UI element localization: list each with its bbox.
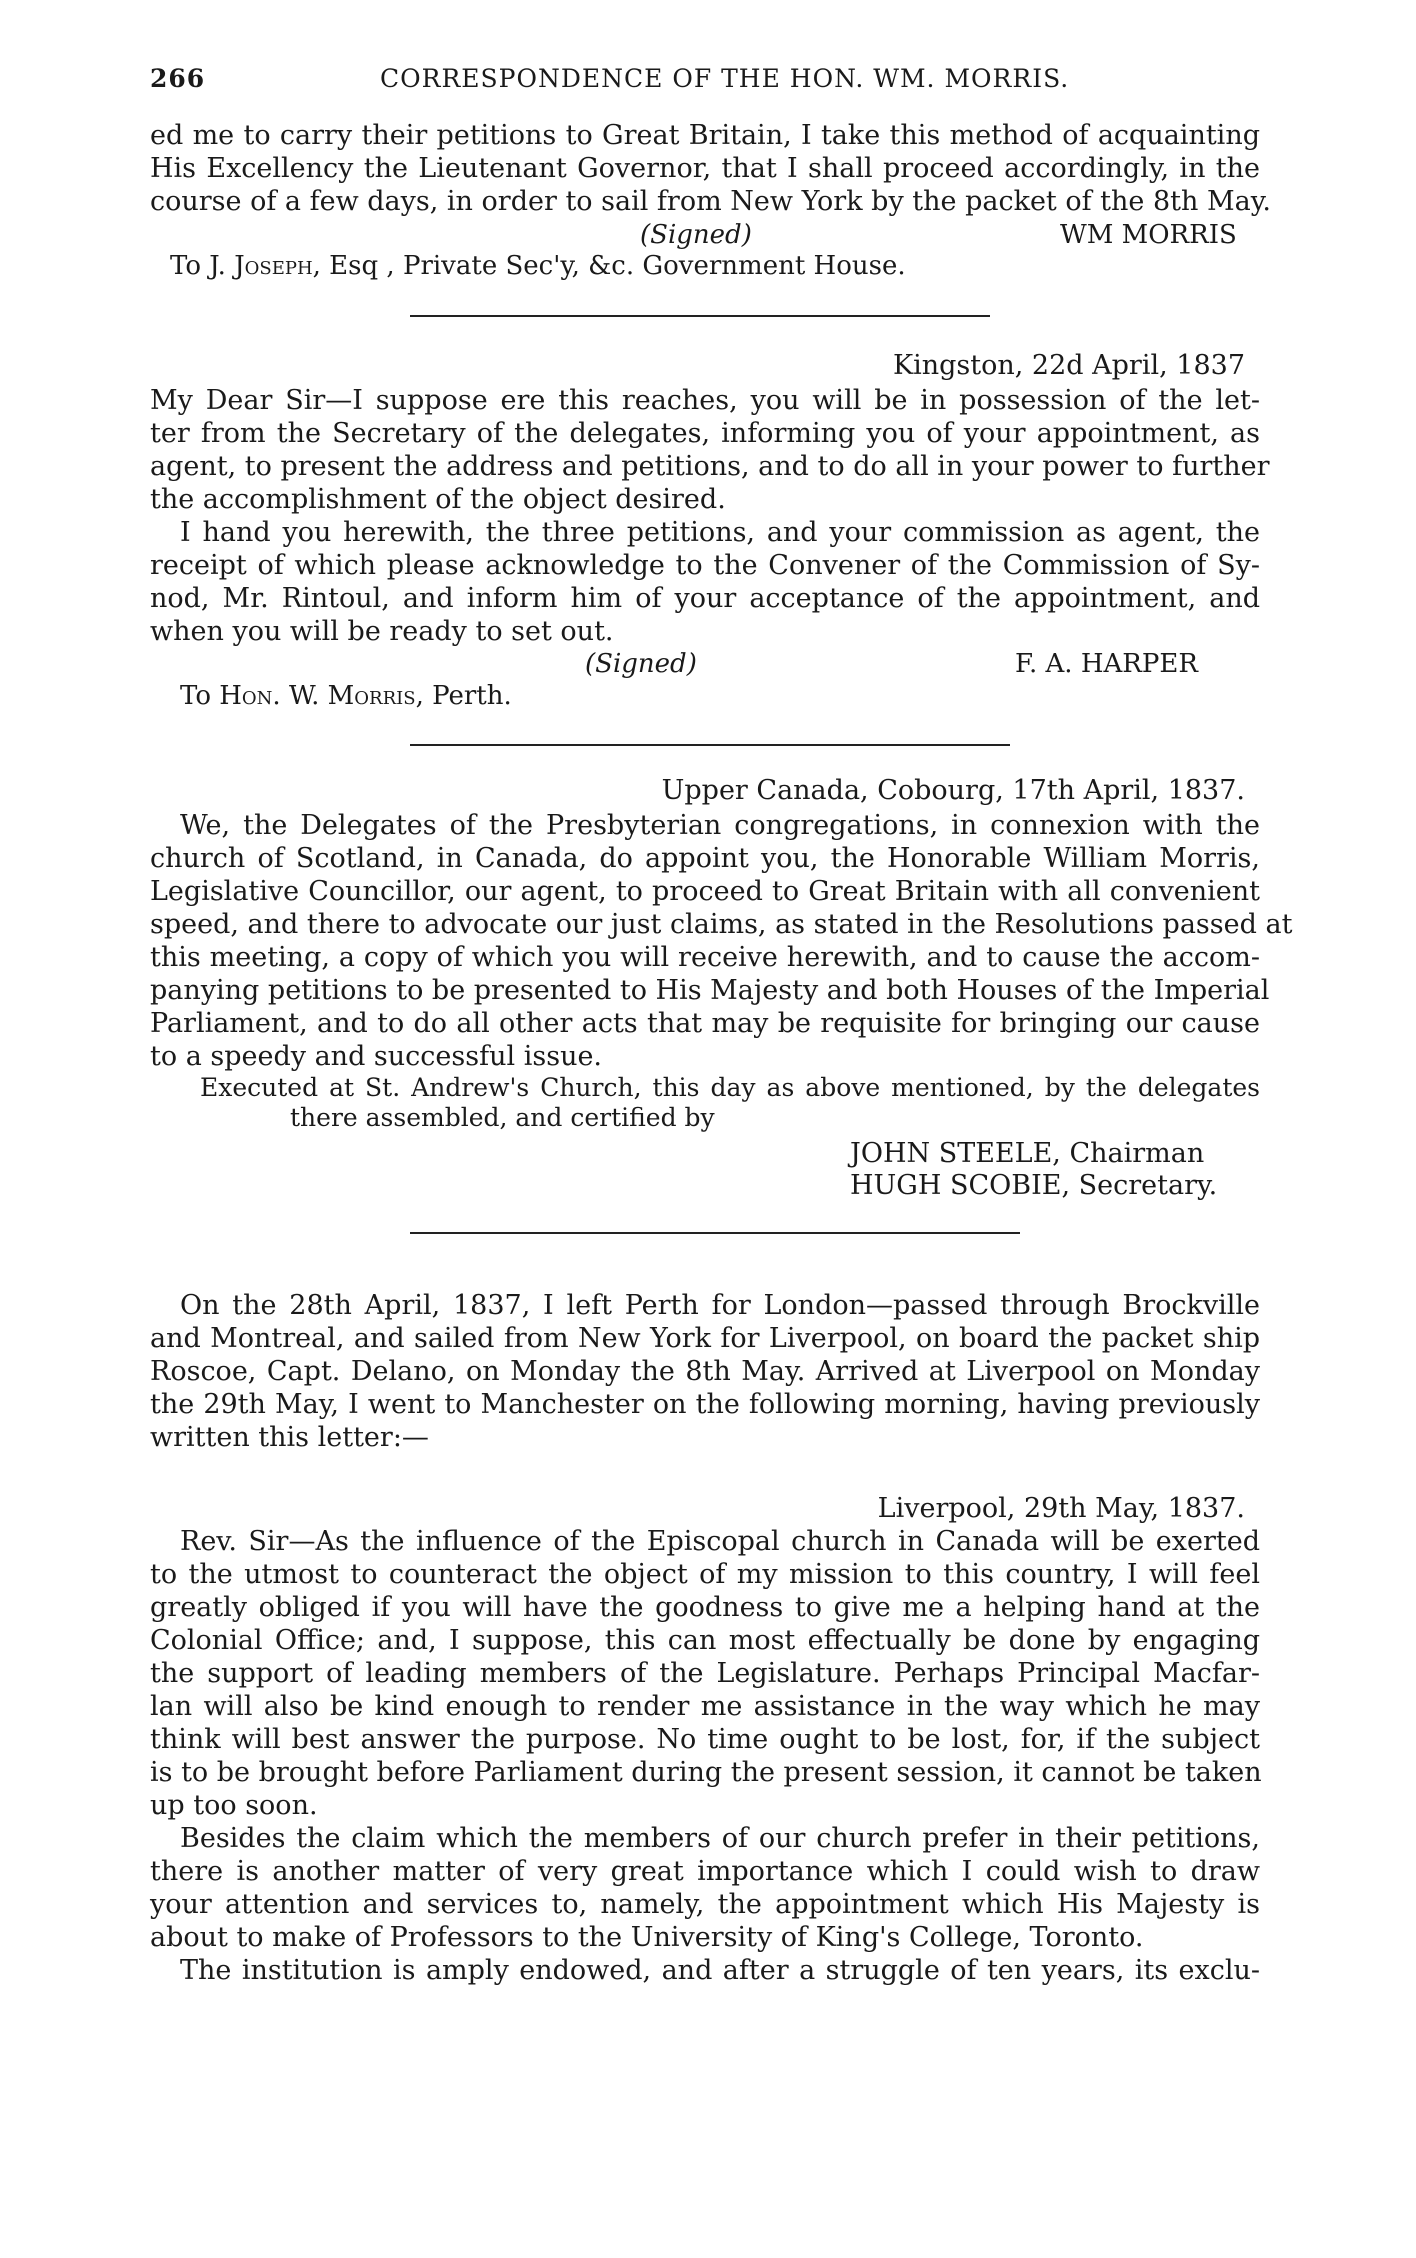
letter3-line: Besides the claim which the members of our church prefer in their petitions, xyxy=(180,1823,1260,1854)
letter1-line: His Excellency the Lieutenant Governor, that I shall proceed accordingly, in the xyxy=(150,153,1260,184)
letter3-line: Colonial Office; and, I suppose, this can most effectually be done by engaging xyxy=(150,1625,1260,1656)
letter3-line: The institution is amply endowed, and after a struggle of ten years, its exclu- xyxy=(180,1955,1260,1986)
letter1-line: course of a few days, in order to sail from New York by the packet of the 8th May. xyxy=(150,186,1271,217)
letter3-line: greatly obliged if you will have the goodness to give me a helping hand at the xyxy=(150,1592,1260,1623)
letter3-line: up too soon. xyxy=(150,1790,318,1821)
letter3-line: your attention and services to, namely, the appointment which His Majesty is xyxy=(150,1889,1260,1920)
letter3-line: Rev. Sir—As the influence of the Episcopal church in Canada will be exerted xyxy=(180,1526,1260,1557)
section-divider xyxy=(410,315,990,317)
letter2-line: agent, to present the address and petitions, and to do all in your power to further xyxy=(150,451,1270,482)
section-divider xyxy=(410,1232,1020,1234)
commission-signer-chairman: JOHN STEELE, Chairman xyxy=(850,1138,1205,1169)
letter2-line: receipt of which please acknowledge to the Convener of the Commission of Sy- xyxy=(150,550,1260,581)
commission-line: panying petitions to be presented to His Majesty and both Houses of the Imperial xyxy=(150,975,1270,1006)
letter3-line: lan will also be kind enough to render me assistance in the way which he may xyxy=(150,1691,1260,1722)
commission-line: Parliament, and to do all other acts that may be requisite for bringing our cause xyxy=(150,1008,1260,1039)
commission-line: Legislative Councillor, our agent, to proceed to Great Britain with all convenient xyxy=(150,876,1260,907)
letter2-signed-label: (Signed) xyxy=(585,649,697,679)
letter3-line: is to be brought before Parliament during the present session, it cannot be taken xyxy=(150,1757,1262,1788)
commission-line: speed, and there to advocate our just claims, as stated in the Resolutions passed at xyxy=(150,909,1293,940)
letter1-signature: WM MORRIS xyxy=(1060,220,1237,250)
letter2-addressee: To Hon. W. Morris, Perth. xyxy=(180,681,512,711)
letter2-line: ter from the Secretary of the delegates, informing you of your appointment, as xyxy=(150,418,1260,449)
narrative-line: On the 28th April, 1837, I left Perth for London—passed through Brockville xyxy=(180,1290,1260,1321)
commission-line: this meeting, a copy of which you will receive herewith, and to cause the accom- xyxy=(150,942,1260,973)
narrative-line: Roscoe, Capt. Delano, on Monday the 8th May. Arrived at Liverpool on Monday xyxy=(150,1356,1260,1387)
section-divider xyxy=(410,744,1010,746)
commission-line: to a speedy and successful issue. xyxy=(150,1041,603,1072)
letter2-line: My Dear Sir—I suppose ere this reaches, you will be in possession of the let- xyxy=(150,385,1260,416)
letter2-signature: F. A. HARPER xyxy=(1015,649,1198,679)
commission-executed-line: there assembled, and certified by xyxy=(290,1103,715,1132)
letter3-place-date: Liverpool, 29th May, 1837. xyxy=(877,1493,1245,1524)
letter3-line: about to make of Professors to the University of King's College, Toronto. xyxy=(150,1922,1144,1953)
letter1-addressee-name: Joseph xyxy=(234,251,313,281)
letter2-line: the accomplishment of the object desired. xyxy=(150,484,726,515)
commission-line: We, the Delegates of the Presbyterian congregations, in connexion with the xyxy=(180,810,1260,841)
letter3-line: think will best answer the purpose. No time ought to be lost, for, if the subject xyxy=(150,1724,1260,1755)
letter2-line: I hand you herewith, the three petitions, and your commission as agent, the xyxy=(180,517,1260,548)
narrative-line: written this letter:— xyxy=(150,1422,429,1453)
letter3-line: the support of leading members of the Legislature. Perhaps Principal Macfar- xyxy=(150,1658,1260,1689)
letter1-addressee: To J. Joseph, Esq , Private Sec'y, &c. Government House. xyxy=(170,251,906,281)
letter3-line: there is another matter of very great importance which I could wish to draw xyxy=(150,1856,1260,1887)
letter1-signed-label: (Signed) xyxy=(640,220,752,250)
letter2-line: nod, Mr. Rintoul, and inform him of your acceptance of the appointment, and xyxy=(150,583,1260,614)
narrative-line: and Montreal, and sailed from New York for Liverpool, on board the packet ship xyxy=(150,1323,1260,1354)
letter2-addressee-name: Hon. W. Morris xyxy=(219,681,416,711)
narrative-line: the 29th May, I went to Manchester on the following morning, having previously xyxy=(150,1389,1260,1420)
letter2-place-date: Kingston, 22d April, 1837 xyxy=(892,350,1245,381)
page-number: 266 xyxy=(150,64,206,93)
commission-executed-line: Executed at St. Andrew's Church, this day as above mentioned, by the delegates xyxy=(200,1073,1260,1102)
commission-line: church of Scotland, in Canada, do appoint you, the Honorable William Morris, xyxy=(150,843,1260,874)
commission-signer-secretary: HUGH SCOBIE, Secretary. xyxy=(850,1170,1218,1201)
letter2-line: when you will be ready to set out. xyxy=(150,616,614,647)
running-title: CORRESPONDENCE OF THE HON. WM. MORRIS. xyxy=(380,64,1070,93)
letter3-line: to the utmost to counteract the object of my mission to this country, I will feel xyxy=(150,1559,1260,1590)
commission-place-date: Upper Canada, Cobourg, 17th April, 1837. xyxy=(661,775,1245,806)
letter1-line: ed me to carry their petitions to Great Britain, I take this method of acquainting xyxy=(150,120,1260,151)
